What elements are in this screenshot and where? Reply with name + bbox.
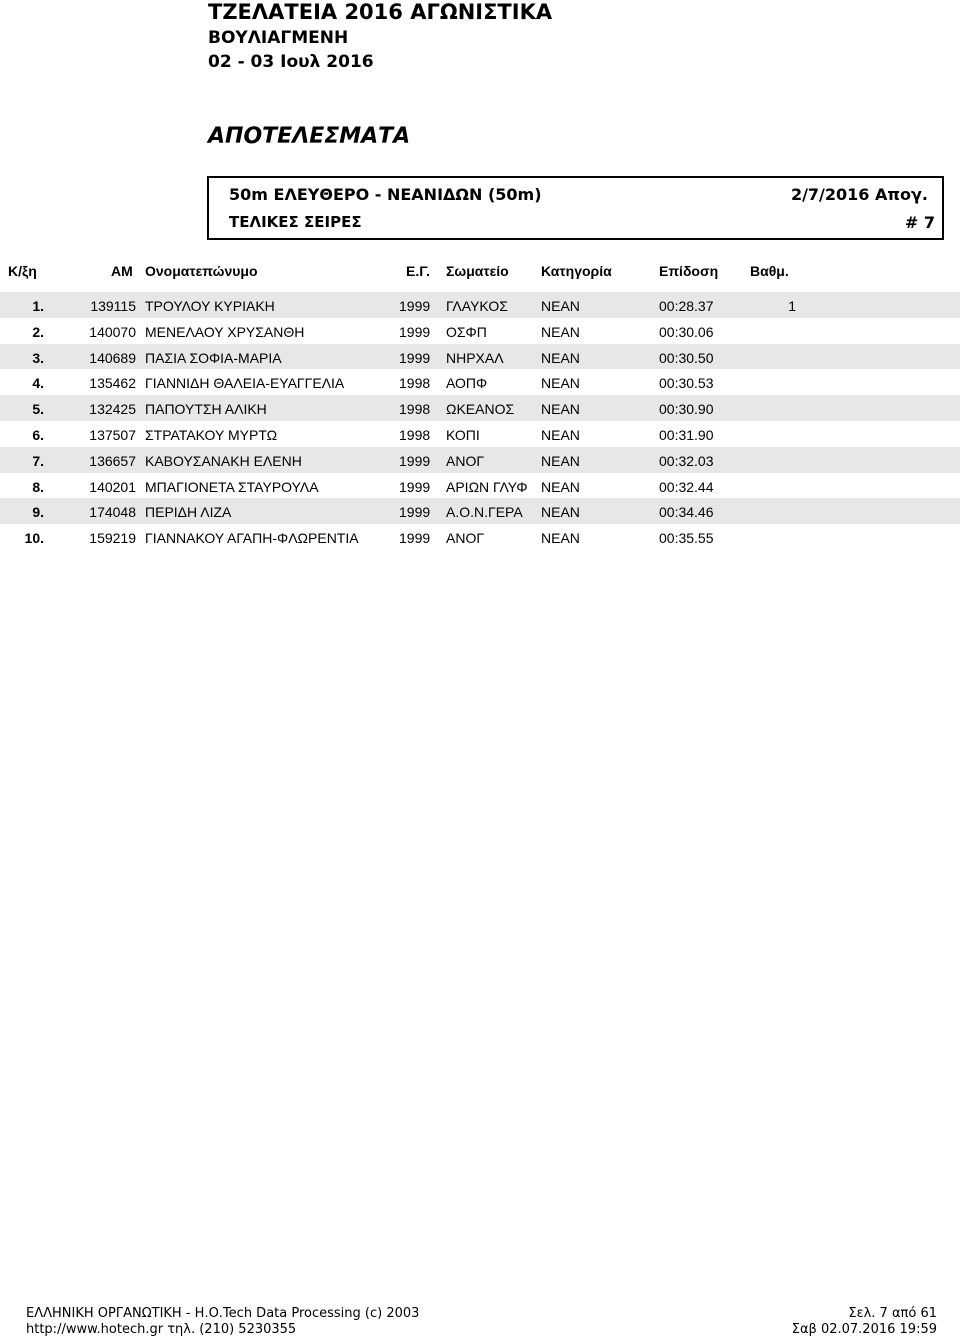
result-category: ΝΕΑΝ [541,478,580,495]
result-time: 00:30.50 [659,349,714,366]
result-category: ΝΕΑΝ [541,401,580,418]
column-header-year: Ε.Γ. [406,263,430,279]
result-athlete-name: ΣΤΡΑΤΑΚΟΥ ΜΥΡΤΩ [145,426,278,443]
result-club: ΩΚΕΑΝΟΣ [446,401,515,418]
table-row [0,498,960,524]
result-birth-year: 1999 [399,323,431,340]
table-row [0,344,960,370]
column-header-club: Σωματείο [446,263,509,279]
result-category: ΝΕΑΝ [541,375,580,392]
result-rank: 7. [32,452,44,469]
result-category: ΝΕΑΝ [541,504,580,521]
meet-venue: ΒΟΥΛΙΑΓΜΕΝΗ [208,28,349,48]
result-rank: 10. [24,530,44,547]
result-time: 00:31.90 [659,426,714,443]
event-info-box [207,176,944,240]
column-header-id: ΑΜ [111,263,133,279]
result-time: 00:32.03 [659,452,714,469]
result-time: 00:32.44 [659,478,714,495]
result-rank: 2. [32,323,44,340]
result-birth-year: 1998 [399,375,431,392]
result-athlete-name: ΠΑΠΟΥΤΣΗ ΑΛΙΚΗ [145,401,267,418]
result-birth-year: 1999 [399,504,431,521]
column-header-rank: Κ/ξη [8,263,37,279]
result-category: ΝΕΑΝ [541,298,580,314]
result-club: ΑΟΠΦ [446,375,488,392]
result-time: 00:34.46 [659,504,714,521]
result-athlete-name: ΜΠΑΓΙΟΝΕΤΑ ΣΤΑΥΡΟΥΛΑ [145,478,319,495]
meet-dates: 02 - 03 Ιουλ 2016 [208,52,374,72]
footer-organization: ΕΛΛΗΝΙΚΗ ΟΡΓΑΝΩΤΙΚΗ - Η.Ο.Tech Data Processing (c) 2003 [26,1306,420,1321]
footer-timestamp: Σαβ 02.07.2016 19:59 [791,1322,937,1337]
result-athlete-id: 139115 [90,298,136,314]
result-athlete-name: ΜΕΝΕΛΑΟΥ ΧΡΥΣΑΝΘΗ [145,323,305,340]
result-athlete-id: 136657 [89,452,136,469]
results-table [0,292,960,550]
table-row [0,369,960,395]
result-rank: 6. [32,426,44,443]
result-birth-year: 1998 [399,401,431,418]
result-category: ΝΕΑΝ [541,426,580,443]
result-birth-year: 1999 [399,349,431,366]
result-category: ΝΕΑΝ [541,530,580,547]
result-athlete-id: 135462 [89,375,136,392]
result-athlete-name: ΓΙΑΝΝΙΔΗ ΘΑΛΕΙΑ-ΕΥΑΓΓΕΛΙΑ [145,375,345,392]
result-birth-year: 1999 [399,478,431,495]
result-rank: 1. [32,298,44,314]
result-club: ΚΟΠΙ [446,426,480,443]
column-header-time: Επίδοση [659,263,719,279]
result-category: ΝΕΑΝ [541,349,580,366]
result-athlete-name: ΚΑΒΟΥΣΑΝΑΚΗ ΕΛΕΝΗ [145,452,302,469]
result-athlete-id: 132425 [89,401,136,418]
result-rank: 5. [32,401,44,418]
result-birth-year: 1999 [399,530,431,547]
table-row [0,421,960,447]
result-athlete-id: 140201 [89,478,136,495]
result-time: 00:35.55 [659,530,714,547]
table-row [0,292,960,318]
result-club: ΟΣΦΠ [446,323,487,340]
result-athlete-name: ΠΕΡΙΔΗ ΛΙΖΑ [145,504,232,521]
result-club: ΑΝΟΓ [446,452,485,469]
result-birth-year: 1999 [399,298,431,314]
table-row [0,473,960,499]
result-athlete-id: 140689 [89,349,136,366]
result-athlete-id: 159219 [89,530,136,547]
event-name: 50m ΕΛΕΥΘΕΡΟ - ΝΕΑΝΙΔΩΝ (50m) [229,185,542,204]
result-athlete-id: 137507 [89,426,136,443]
result-rank: 3. [32,349,44,366]
result-club: ΝΗΡΧΑΛ [446,349,504,366]
footer-page-number: Σελ. 7 από 61 [848,1306,937,1321]
result-athlete-name: ΠΑΣΙΑ ΣΟΦΙΑ-ΜΑΡΙΑ [145,349,282,366]
result-category: ΝΕΑΝ [541,323,580,340]
result-athlete-name: ΤΡΟΥΛΟΥ ΚΥΡΙΑΚΗ [145,298,275,314]
result-rank: 4. [32,375,44,392]
result-athlete-id: 140070 [89,323,136,340]
column-header-score: Βαθμ. [750,263,789,279]
result-birth-year: 1998 [399,426,431,443]
result-time: 00:28.37 [659,298,714,314]
table-row [0,447,960,473]
result-club: ΓΛΑΥΚΟΣ [446,298,508,314]
result-rank: 8. [32,478,44,495]
event-number: # 7 [904,213,935,232]
result-club: ΑΡΙΩΝ ΓΛΥΦ [446,478,528,495]
footer-website-phone: http://www.hotech.gr τηλ. (210) 5230355 [26,1322,297,1337]
event-round: ΤΕΛΙΚΕΣ ΣΕΙΡΕΣ [229,213,362,231]
result-time: 00:30.06 [659,323,714,340]
result-time: 00:30.53 [659,375,714,392]
table-row [0,395,960,421]
table-row [0,318,960,344]
result-category: ΝΕΑΝ [541,452,580,469]
result-birth-year: 1999 [399,452,431,469]
result-rank: 9. [32,504,44,521]
result-club: ΑΝΟΓ [446,530,485,547]
result-time: 00:30.90 [659,401,714,418]
event-date: 2/7/2016 Απογ. [790,185,928,204]
table-row [0,524,960,550]
column-header-category: Κατηγορία [541,263,612,279]
result-athlete-id: 174048 [89,504,136,521]
result-club: Α.Ο.Ν.ΓΕΡΑ [446,504,523,521]
meet-title: ΤΖΕΛΑΤΕΙΑ 2016 ΑΓΩΝΙΣΤΙΚΑ [208,0,553,24]
result-score: 1 [788,298,796,314]
section-title: ΑΠΟΤΕΛΕΣΜΑΤΑ [208,124,411,149]
result-athlete-name: ΓΙΑΝΝΑΚΟΥ ΑΓΑΠΗ-ΦΛΩΡΕΝΤΙΑ [145,530,359,547]
column-header-name: Ονοματεπώνυμο [145,263,258,279]
